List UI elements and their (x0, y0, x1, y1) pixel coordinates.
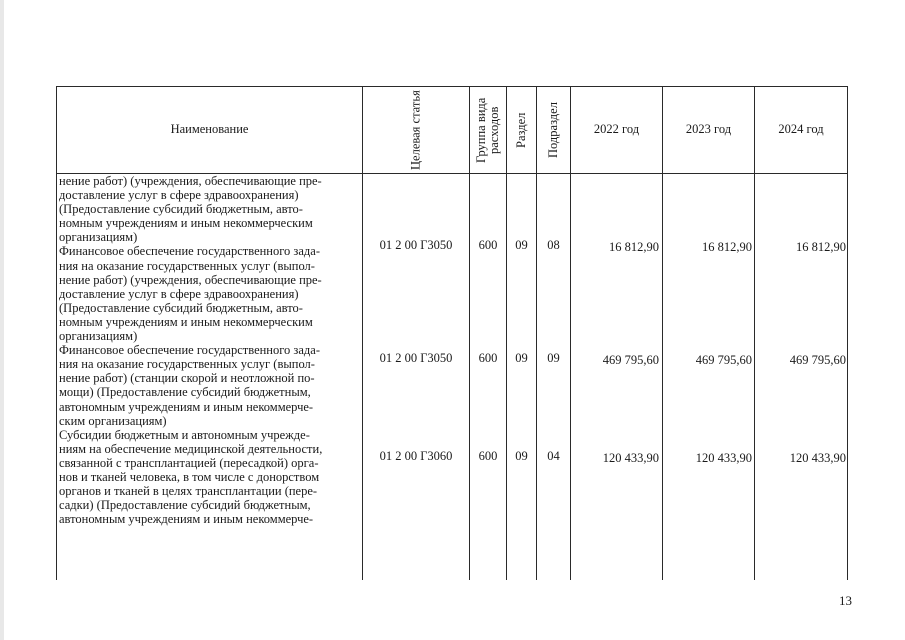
header-2023: 2023 год (685, 122, 732, 137)
description-line: ниям на обеспечение медицинской деятельности, (59, 441, 323, 456)
row-3-2024: 120 433,90 (789, 451, 846, 465)
description-line: ния на оказание государственных услуг (выпол- (59, 357, 315, 372)
description-line: мощи) (Предоставление субсидий бюджетным, (59, 385, 311, 400)
description-line: организациям) (59, 230, 138, 245)
header-subsection: Подраздел (545, 102, 560, 158)
row-1-target: 01 2 00 Г3050 (379, 238, 453, 252)
row-1-group: 600 (478, 238, 498, 252)
row-1-2023: 16 812,90 (702, 240, 752, 254)
header-2022: 2022 год (593, 122, 640, 137)
row-2-subsection: 09 (547, 351, 560, 365)
description-line: (Предоставление субсидий бюджетным, авто- (59, 202, 303, 217)
header-name: Наименование (170, 122, 249, 137)
description-line: нов и тканей человека, в том числе с донорством (59, 469, 320, 484)
description-line: садки) (Предоставление субсидий бюджетным, (59, 498, 311, 513)
description-line: доставление услуг в сфере здравоохранения) (59, 188, 299, 203)
row-1-subsection: 08 (547, 238, 560, 252)
row-1-2022: 16 812,90 (609, 240, 659, 254)
scan-edge (0, 0, 4, 640)
description-line: организациям) (59, 329, 138, 344)
row-1-2024: 16 812,90 (796, 240, 846, 254)
row-2-target: 01 2 00 Г3050 (379, 351, 453, 365)
description-line: нение работ) (учреждения, обеспечивающие пре- (59, 272, 322, 287)
description-line: Субсидии бюджетным и автономным учрежде- (59, 427, 310, 442)
row-2-2023: 469 795,60 (695, 353, 752, 367)
page-number: 13 (839, 593, 852, 608)
description-cell (59, 174, 361, 526)
row-2-group: 600 (478, 351, 498, 365)
row-3-2022: 120 433,90 (602, 451, 659, 465)
description-line: автономным учреждениям и иным некоммерче- (59, 399, 314, 414)
description-line: номным учреждениям и иным некоммерческим (59, 314, 313, 329)
header-group: Группа вида расходов (473, 97, 501, 163)
row-3-target: 01 2 00 Г3060 (379, 449, 453, 463)
description-line: связанной с трансплантацией (пересадкой) орга- (59, 455, 319, 470)
row-3-2023: 120 433,90 (695, 451, 752, 465)
header-section: Раздел (513, 112, 528, 148)
row-3-group: 600 (478, 449, 498, 463)
description-line: доставление услуг в сфере здравоохранения) (59, 286, 299, 301)
description-line: Финансовое обеспечение государственного зада- (59, 244, 320, 259)
description-line: (Предоставление субсидий бюджетным, авто- (59, 300, 303, 315)
description-line: номным учреждениям и иным некоммерческим (59, 216, 313, 231)
description-line: ния на оказание государственных услуг (выпол- (59, 258, 315, 273)
description-line: органов и тканей в целях трансплантации (пере- (59, 484, 318, 499)
row-3-subsection: 04 (547, 449, 560, 463)
description-line: нение работ) (учреждения, обеспечивающие пре- (59, 174, 322, 188)
budget-table (56, 86, 848, 580)
description-line: Финансовое обеспечение государственного зада- (59, 343, 320, 358)
description-line: нение работ) (станции скорой и неотложной по- (59, 371, 315, 386)
row-2-2022: 469 795,60 (602, 353, 659, 367)
row-3-section: 09 (515, 449, 528, 463)
row-2-2024: 469 795,60 (789, 353, 846, 367)
header-target: Целевая статья (408, 90, 423, 170)
row-2-section: 09 (515, 351, 528, 365)
description-line: ским организациям) (59, 413, 167, 428)
description-line: автономным учреждениям и иным некоммерче- (59, 512, 314, 527)
row-1-section: 09 (515, 238, 528, 252)
header-2024: 2024 год (778, 122, 824, 137)
